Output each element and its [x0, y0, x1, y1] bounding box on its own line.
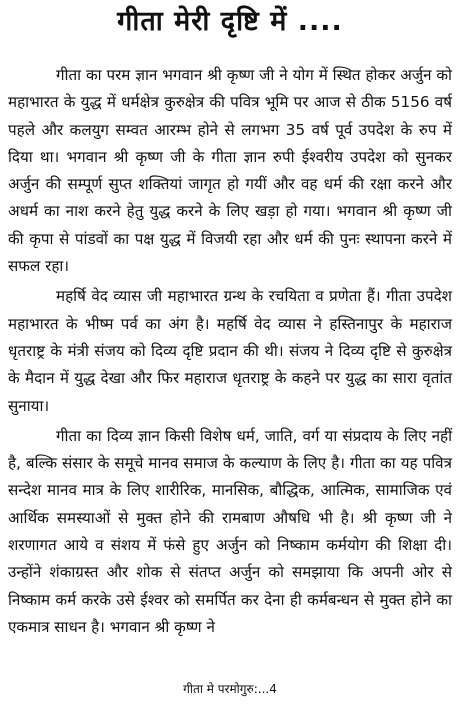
paragraph-2: महर्षि वेद व्यास जी महाभारत ग्रन्थ के रचयिता व प्रणेता हैं। गीता उपदेश महाभारत के भीष्म पर्व का अंग है। महर्षि वेद व्यास ने हस्तिनापुर के महाराज धृतराष्ट्र के मंत्री संजय को दिव्य दृष्टि प्रदान की थी। संजय ने दिव्य दृष्टि से कुरुक्षेत्र के मैदान में युद्ध देखा और फिर महाराज धृतराष्ट्र के कहने पर युद्ध का सारा वृतांत सुनाया।: [8, 287, 452, 415]
page-body: [8, 62, 452, 641]
page-title: गीता मेरी दृष्टि में ....: [117, 6, 343, 37]
page-footer: गीता मे परमोगुरु:...4: [183, 682, 277, 696]
paragraph-1: गीता का परम ज्ञान भगवान श्री कृष्ण जी ने योग में स्थित होकर अर्जुन को महाभारत के युद्ध में धर्मक्षेत्र कुरुक्षेत्र की पवित्र भूमि पर आज से ठीक 5156 वर्ष पहले और कलयुग सम्वत आरम्भ होने से लगभग 35 वर्ष पूर्व उपदेश के रुप में दिया था। भगवान श्री कृष्ण जी के गीता ज्ञान रुपी ईश्वरीय उपदेश को सुनकर अर्जुन की सम्पूर्ण सुप्त शक्तियां जागृत हो गयीं और वह धर्म की रक्षा करने और अधर्म का नाश करने हेतु युद्ध करने के लिए खड़ा हो गया। भगवान श्री कृष्ण जी की कृपा से पांडवों का पक्ष युद्ध में विजयी रहा और धर्म की पुनः स्थापना करने में सफल रहा।: [8, 66, 452, 276]
paragraph-3: गीता का दिव्य ज्ञान किसी विशेष धर्म, जाति, वर्ग या संप्रदाय के लिए नहीं है, बल्कि संसार के समूचे मानव समाज के कल्याण के लिए है। गीता का यह पवित्र सन्देश मानव मात्र के लिए शारीरिक, मानसिक, बौद्धिक, आत्मिक, सामाजिक एवं आर्थिक समस्याओं से मुक्त होने की रामबाण औषधि भी है। श्री कृष्ण जी ने शरणागत आये व संशय में फंसे हुए अर्जुन को निष्काम कर्मयोग की शिक्षा दी। उन्होंने शंकाग्रस्त और शोक से संतप्त अर्जुन को समझाया कि अपनी ओर से निष्काम कर्म करके उसे ईश्वर को समर्पित कर देना ही कर्मबन्धन से मुक्त होने का एकमात्र साधन है। भगवान श्री कृष्ण ने: [8, 426, 452, 636]
